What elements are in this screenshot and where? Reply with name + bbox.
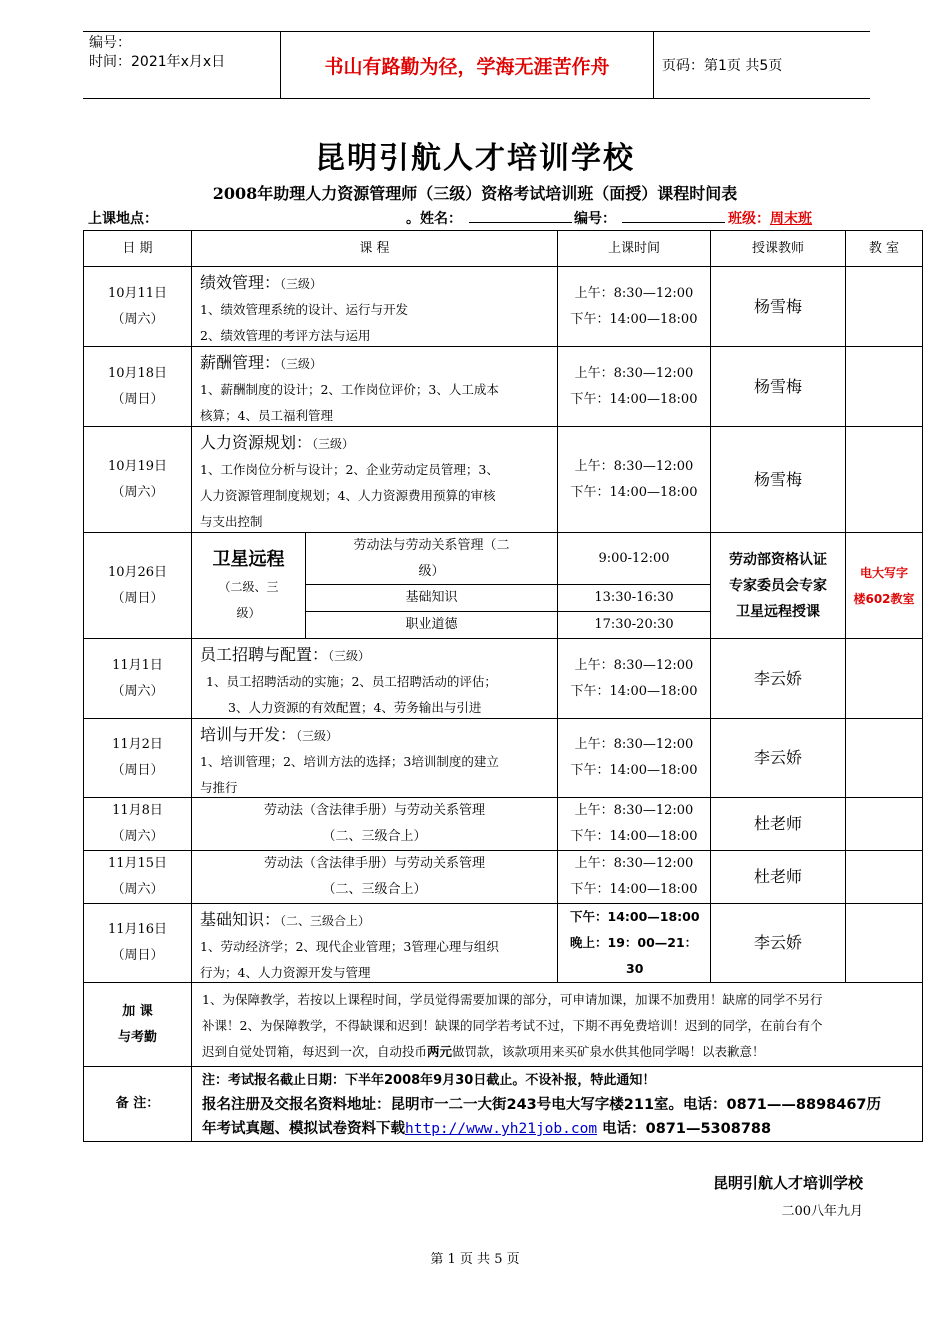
date-text: 10月26日 <box>107 564 168 580</box>
time-cell: 17:30-20:30 <box>558 612 711 639</box>
course-line: 1、培训管理；2、培训方法的选择；3培训制度的建立 <box>200 754 499 769</box>
room-cell <box>846 851 923 904</box>
time-cell <box>558 639 711 719</box>
note-line: 报名注册及交报名资料地址：昆明市一二一大街243号电大写字楼211室。电话：0871——8898467历 <box>202 1097 882 1113</box>
note-content <box>192 1067 923 1142</box>
course-level: （二、三级合上） <box>280 914 371 928</box>
table-row-date <box>84 533 192 639</box>
table-row-date <box>84 851 192 904</box>
course-topic: 卫星远程 <box>212 548 285 570</box>
header-room: 教 室 <box>846 231 923 267</box>
course-topic: 员工招聘与配置： <box>200 645 329 664</box>
location-label: 上课地点： <box>88 211 158 227</box>
table-row-date <box>84 904 192 983</box>
teacher-cell: 杜老师 <box>711 851 846 904</box>
teacher-cell: 杨雪梅 <box>711 347 846 427</box>
teacher-line: 专家委员会专家 <box>729 577 827 594</box>
time-cell: 9:00-12:00 <box>558 533 711 585</box>
day-text: （周日） <box>111 590 164 606</box>
class-value: 周末班 <box>770 211 812 227</box>
course-level: （三级） <box>328 649 371 663</box>
room-cell <box>846 267 923 347</box>
time-cell: 13:30-16:30 <box>558 585 711 612</box>
note-phone: 电话：0871—5308788 <box>597 1121 772 1137</box>
page-subtitle: 2008年助理人力资源管理师（三级）资格考试培训班（面授）课程时间表 <box>212 184 738 203</box>
course-topic: 基础知识： <box>200 910 281 929</box>
course-line: （二、三级合上） <box>322 829 427 844</box>
date-text: 11月2日 <box>112 737 163 752</box>
course-cell <box>192 904 558 983</box>
time-label: 时间：2021年x月x日 <box>89 54 226 70</box>
number-field[interactable] <box>622 208 725 223</box>
course-line: 与支出控制 <box>200 514 263 529</box>
teacher-line: 劳动部资格认证 <box>729 551 827 568</box>
day-text: （周日） <box>111 763 164 778</box>
table-row-date <box>84 798 192 851</box>
table-row-date <box>84 427 192 533</box>
time-cell <box>558 719 711 798</box>
date-text: 11月16日 <box>107 922 168 937</box>
room-cell <box>846 904 923 983</box>
satellite-course: 基础知识 <box>306 585 558 612</box>
footer-school: 昆明引航人才培训学校 <box>712 1174 863 1192</box>
extra-line: 补课！2、为保障教学，不得缺课和迟到！缺课的同学若考试不过，下期不再免费培训！迟到的同学，在前台有个 <box>202 1018 823 1033</box>
table-row-date <box>84 719 192 798</box>
extra-line: 1、为保障教学，若按以上课程时间，学员觉得需要加课的部分，可申请加课，加课不加费用！缺席的同学不另行 <box>202 992 823 1007</box>
course-line: 1、绩效管理系统的设计、运行与开发 <box>200 302 408 317</box>
time-evening: 晚上：19：00—21： <box>570 935 698 950</box>
number-label-info: 编号： <box>574 211 616 227</box>
time-cell <box>558 798 711 851</box>
motto: 书山有路勤为径，学海无涯苦作舟 <box>281 32 654 98</box>
time-cell <box>558 851 711 904</box>
course-cell <box>192 267 558 347</box>
course-line: 级） <box>418 563 445 579</box>
download-link[interactable]: http://www.yh21job.com <box>405 1121 598 1137</box>
course-topic: 培训与开发： <box>200 725 297 744</box>
course-level: （三级） <box>280 277 323 291</box>
header-teacher: 授课教师 <box>711 231 846 267</box>
time-evening-end: 30 <box>626 961 644 976</box>
date-text: 10月18日 <box>107 365 168 381</box>
table-row-date <box>84 639 192 719</box>
teacher-cell: 李云娇 <box>711 904 846 983</box>
room-cell <box>846 427 923 533</box>
day-text: （周六） <box>111 311 164 327</box>
course-cell <box>192 719 558 798</box>
date-text: 11月1日 <box>112 657 163 673</box>
course-cell <box>192 347 558 427</box>
name-label: 。姓名： <box>406 211 462 227</box>
course-cell <box>192 851 558 904</box>
schedule-table <box>83 230 923 1142</box>
satellite-topic-cell <box>192 533 306 639</box>
teacher-cell: 杜老师 <box>711 798 846 851</box>
time-morning: 上午：8:30—12:00 <box>574 803 694 818</box>
course-line: 劳动法与劳动关系管理（二 <box>353 537 510 553</box>
course-level: （三级） <box>296 729 339 743</box>
footer-date: 二00八年九月 <box>781 1204 863 1219</box>
fine-amount: 两元 <box>427 1044 453 1059</box>
info-row <box>88 208 928 230</box>
page-counter: 页码：第1页 共5页 <box>662 58 783 74</box>
room-cell <box>846 347 923 427</box>
course-line: 核算；4、员工福利管理 <box>200 408 333 423</box>
room-line: 楼602教室 <box>853 591 915 606</box>
course-level: 级） <box>236 605 261 620</box>
course-line: 3、人力资源的有效配置；4、劳务输出与引进 <box>228 700 482 715</box>
day-text: （周六） <box>111 683 164 699</box>
course-topic: 绩效管理： <box>200 273 281 292</box>
teacher-cell: 杨雪梅 <box>711 267 846 347</box>
note-line: 注：考试报名截止日期：下半年2008年9月30日截止。不设补报，特此通知！ <box>202 1073 656 1088</box>
page-footer: 第 1 页 共 5 页 <box>430 1252 520 1267</box>
time-morning: 上午：8:30—12:00 <box>574 285 694 301</box>
room-cell <box>846 533 923 639</box>
room-cell <box>846 798 923 851</box>
time-cell <box>558 267 711 347</box>
page-title: 昆明引航人才培训学校 <box>315 141 635 176</box>
table-row-date <box>84 347 192 427</box>
time-morning: 上午：8:30—12:00 <box>574 365 694 381</box>
time-morning: 上午：8:30—12:00 <box>574 737 694 752</box>
time-morning: 上午：8:30—12:00 <box>574 458 694 474</box>
course-cell <box>192 639 558 719</box>
extra-label-cell <box>84 983 192 1067</box>
header-course: 课 程 <box>192 231 558 267</box>
date-text: 10月19日 <box>107 458 168 474</box>
teacher-cell <box>711 533 846 639</box>
course-line: 劳动法（含法律手册）与劳动关系管理 <box>263 803 485 818</box>
time-morning: 上午：8:30—12:00 <box>574 856 694 871</box>
extra-content <box>192 983 923 1067</box>
extra-label: 与考勤 <box>117 1029 157 1045</box>
class-label <box>728 208 812 228</box>
date-text: 11月15日 <box>107 856 168 871</box>
table-row-date <box>84 267 192 347</box>
course-line: 1、劳动经济学；2、现代企业管理；3管理心理与组织 <box>200 939 499 954</box>
course-line: 1、工作岗位分析与设计；2、企业劳动定员管理；3、 <box>200 462 499 477</box>
room-cell <box>846 639 923 719</box>
day-text: （周日） <box>111 948 164 963</box>
extra-line <box>202 1039 916 1065</box>
number-label: 编号： <box>89 35 131 51</box>
course-line: 行为；4、人力资源开发与管理 <box>200 965 371 980</box>
day-text: （周六） <box>111 484 164 500</box>
course-line: 1、薪酬制度的设计；2、工作岗位评价；3、人工成本 <box>200 382 499 397</box>
course-line: 人力资源管理制度规划；4、人力资源费用预算的审核 <box>200 488 496 503</box>
extra-label: 加 课 <box>122 1003 153 1019</box>
course-line: 2、绩效管理的考评方法与运用 <box>200 328 371 343</box>
course-level: （三级） <box>312 437 355 451</box>
course-cell <box>192 427 558 533</box>
teacher-cell: 李云娇 <box>711 639 846 719</box>
course-level: （二级、三 <box>218 579 279 594</box>
course-line: 劳动法（含法律手册）与劳动关系管理 <box>263 856 485 871</box>
course-cell <box>192 798 558 851</box>
course-line: 1、员工招聘活动的实施；2、员工招聘活动的评估； <box>206 674 497 689</box>
name-field[interactable] <box>469 208 572 223</box>
day-text: （周六） <box>111 829 164 844</box>
time-afternoon: 下午：14:00—18:00 <box>570 763 698 778</box>
course-level: （三级） <box>280 357 323 371</box>
time-cell <box>558 347 711 427</box>
header-time: 上课时间 <box>558 231 711 267</box>
teacher-cell: 李云娇 <box>711 719 846 798</box>
satellite-course <box>306 533 558 585</box>
time-afternoon: 下午：14:00—18:00 <box>570 909 700 924</box>
note-line <box>202 1117 918 1141</box>
page-header <box>83 31 870 99</box>
room-cell <box>846 719 923 798</box>
course-topic: 薪酬管理： <box>200 353 281 372</box>
date-text: 11月8日 <box>112 803 163 818</box>
note-label: 备 注： <box>84 1067 192 1142</box>
time-cell <box>558 427 711 533</box>
course-topic: 人力资源规划： <box>200 433 313 452</box>
teacher-cell: 杨雪梅 <box>711 427 846 533</box>
extra-text: 迟到自觉处罚箱，每迟到一次，自动投币 <box>202 1044 428 1059</box>
header-date: 日 期 <box>84 231 192 267</box>
note-text: 年考试真题、模拟试卷资料下载 <box>202 1121 405 1137</box>
time-afternoon: 下午：14:00—18:00 <box>570 683 698 699</box>
extra-text: 做罚款，该款项用来买矿泉水供其他同学喝！以表歉意！ <box>452 1044 765 1059</box>
day-text: （周六） <box>111 882 164 897</box>
class-label-text: 班级： <box>728 211 770 227</box>
header-meta <box>83 32 281 98</box>
time-cell <box>558 904 711 983</box>
room-line: 电大写字 <box>859 565 908 580</box>
time-afternoon: 下午：14:00—18:00 <box>570 484 698 500</box>
teacher-line: 卫星远程授课 <box>736 603 820 620</box>
time-afternoon: 下午：14:00—18:00 <box>570 391 698 407</box>
satellite-course: 职业道德 <box>306 612 558 639</box>
course-line: （二、三级合上） <box>322 882 427 897</box>
time-morning: 上午：8:30—12:00 <box>574 657 694 673</box>
date-text: 10月11日 <box>107 285 168 301</box>
time-afternoon: 下午：14:00—18:00 <box>570 311 698 327</box>
time-afternoon: 下午：14:00—18:00 <box>570 882 698 897</box>
time-afternoon: 下午：14:00—18:00 <box>570 829 698 844</box>
day-text: （周日） <box>111 391 164 407</box>
course-line: 与推行 <box>200 780 238 795</box>
